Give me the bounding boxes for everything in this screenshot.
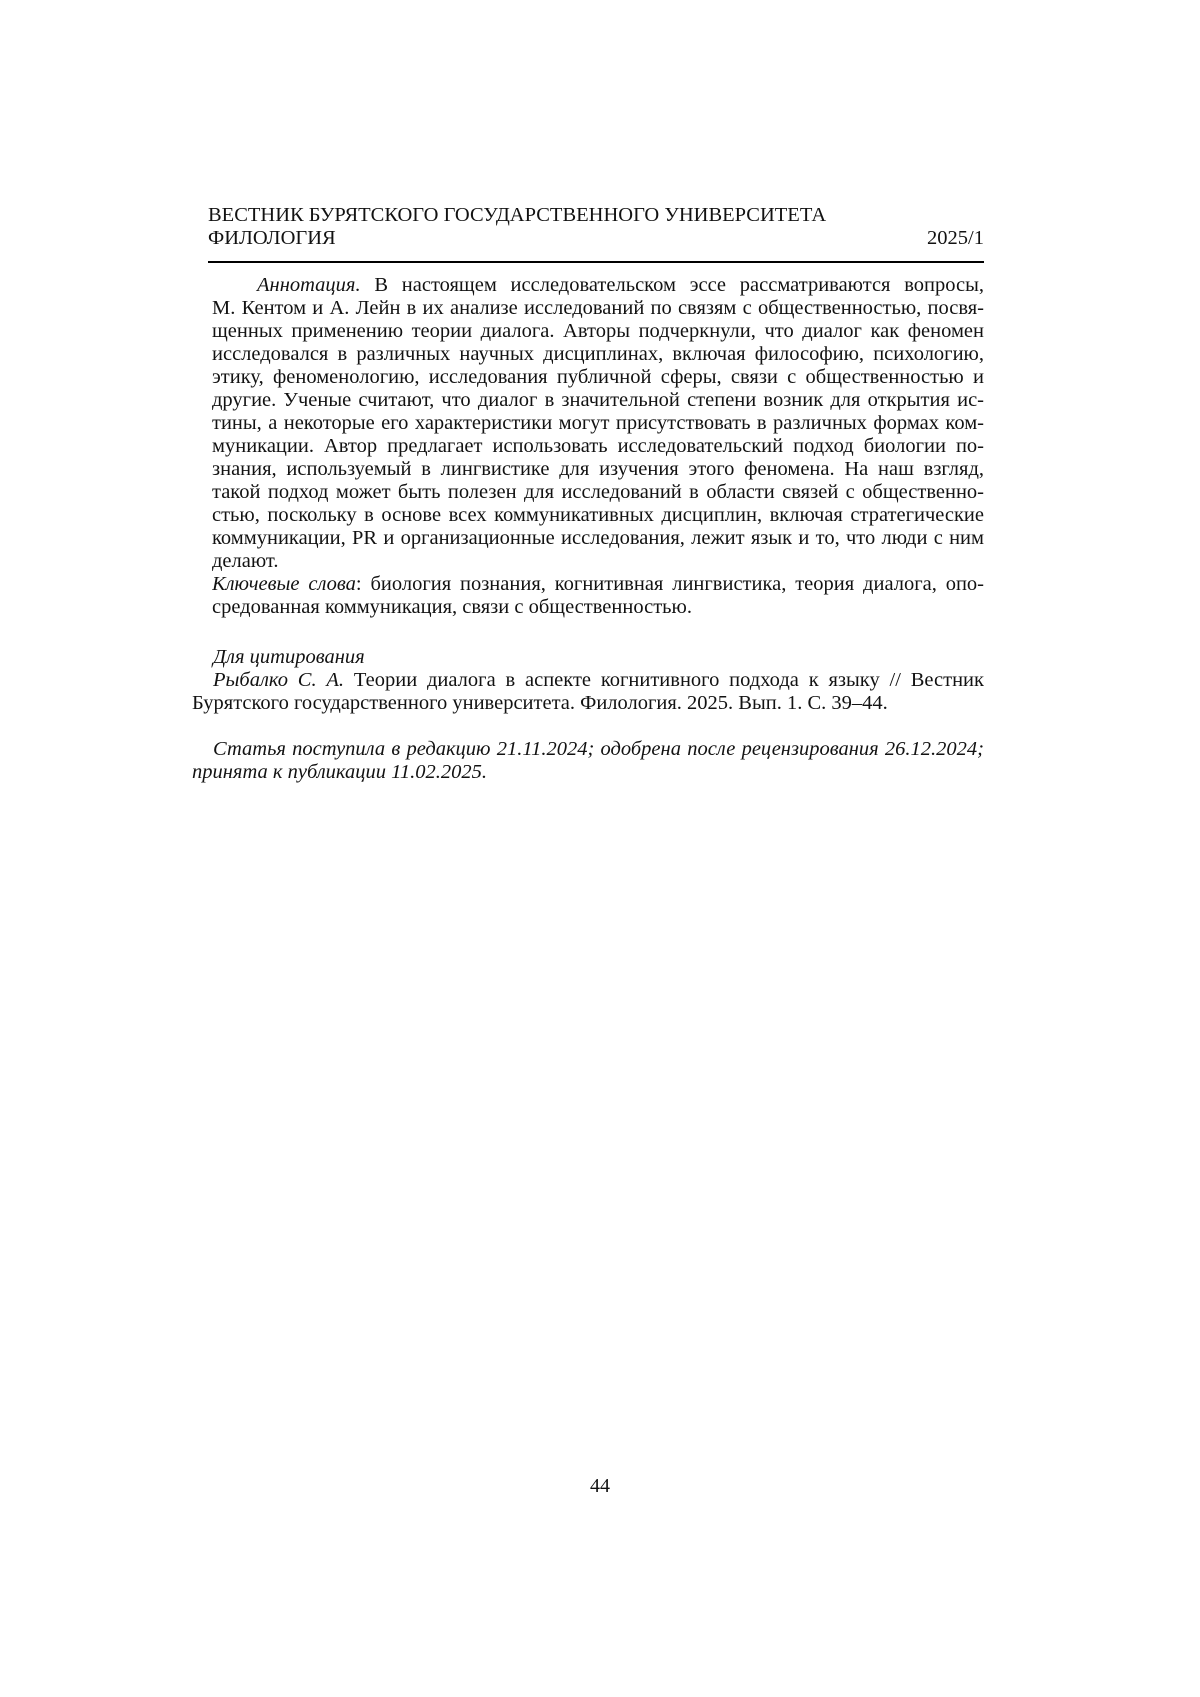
- page-content: [192, 204, 984, 784]
- citation-line: Бурятского государственного университета. Филология. 2025. Вып. 1. С. 39–44.: [192, 692, 888, 714]
- received-dates-block: [192, 738, 984, 784]
- dates-line: принята к публикации 11.02.2025.: [192, 761, 487, 783]
- abstract-line-italic-lead: Ключевые слова: [212, 573, 356, 595]
- section-name: ФИЛОЛОГИЯ: [208, 227, 336, 249]
- abstract-line: такой подход может быть полезен для исследований в области связей с общественно-: [212, 481, 984, 503]
- abstract-line: средованная коммуникация, связи с общественностью.: [212, 596, 692, 618]
- abstract-line: делают.: [212, 550, 279, 572]
- abstract-line: стью, поскольку в основе всех коммуникативных дисциплин, включая стратегические: [212, 504, 984, 526]
- abstract-line: другие. Ученые считают, что диалог в значительной степени возник для открытия ис-: [212, 389, 984, 411]
- abstract-line-italic-lead: Аннотация.: [257, 274, 361, 296]
- journal-title: ВЕСТНИК БУРЯТСКОГО ГОСУДАРСТВЕННОГО УНИВЕРСИТЕТА: [208, 204, 827, 226]
- journal-header: [208, 204, 984, 250]
- citation-block: [192, 646, 984, 715]
- abstract-line: М. Кентом и А. Лейн в их анализе исследований по связям с общественностью, посвя-: [212, 297, 984, 319]
- header-rule: [208, 261, 984, 263]
- abstract-line: щенных применению теории диалога. Авторы подчеркнули, что диалог как феномен: [212, 320, 984, 342]
- abstract-line: коммуникации, PR и организационные исследования, лежит язык и то, что люди с ним: [212, 527, 984, 549]
- abstract-line: этику, феноменологию, исследования публичной сферы, связи с общественностью и: [212, 366, 984, 388]
- page-number: 44: [590, 1475, 610, 1497]
- header-second-row: [208, 227, 984, 250]
- abstract-line: Аннотация. В настоящем исследовательском эссе рассматриваются вопросы,: [257, 274, 984, 296]
- abstract-line: муникации. Автор предлагает использовать исследовательский подход биологии по-: [212, 435, 984, 457]
- citation-line: [192, 646, 984, 669]
- citation-line-italic-lead: Рыбалко С. А.: [213, 669, 345, 691]
- abstract-line: Ключевые слова: биология познания, когнитивная лингвистика, теория диалога, опо-: [212, 573, 984, 595]
- issue-number: 2025/1: [927, 227, 984, 249]
- abstract-block: [212, 274, 984, 619]
- citation-line-italic-lead: Для цитирования: [213, 646, 365, 668]
- abstract-line: тины, а некоторые его характеристики могут присутствовать в различных формах ком-: [212, 412, 984, 434]
- dates-line: Статья поступила в редакцию 21.11.2024; одобрена после рецензирования 26.12.2024;: [213, 738, 984, 760]
- citation-line: Рыбалко С. А. Теории диалога в аспекте когнитивного подхода к языку // Вестник: [213, 669, 984, 691]
- abstract-line: исследовался в различных научных дисциплинах, включая философию, психологию,: [212, 343, 984, 365]
- abstract-line: знания, используемый в лингвистике для изучения этого феномена. На наш взгляд,: [212, 458, 984, 480]
